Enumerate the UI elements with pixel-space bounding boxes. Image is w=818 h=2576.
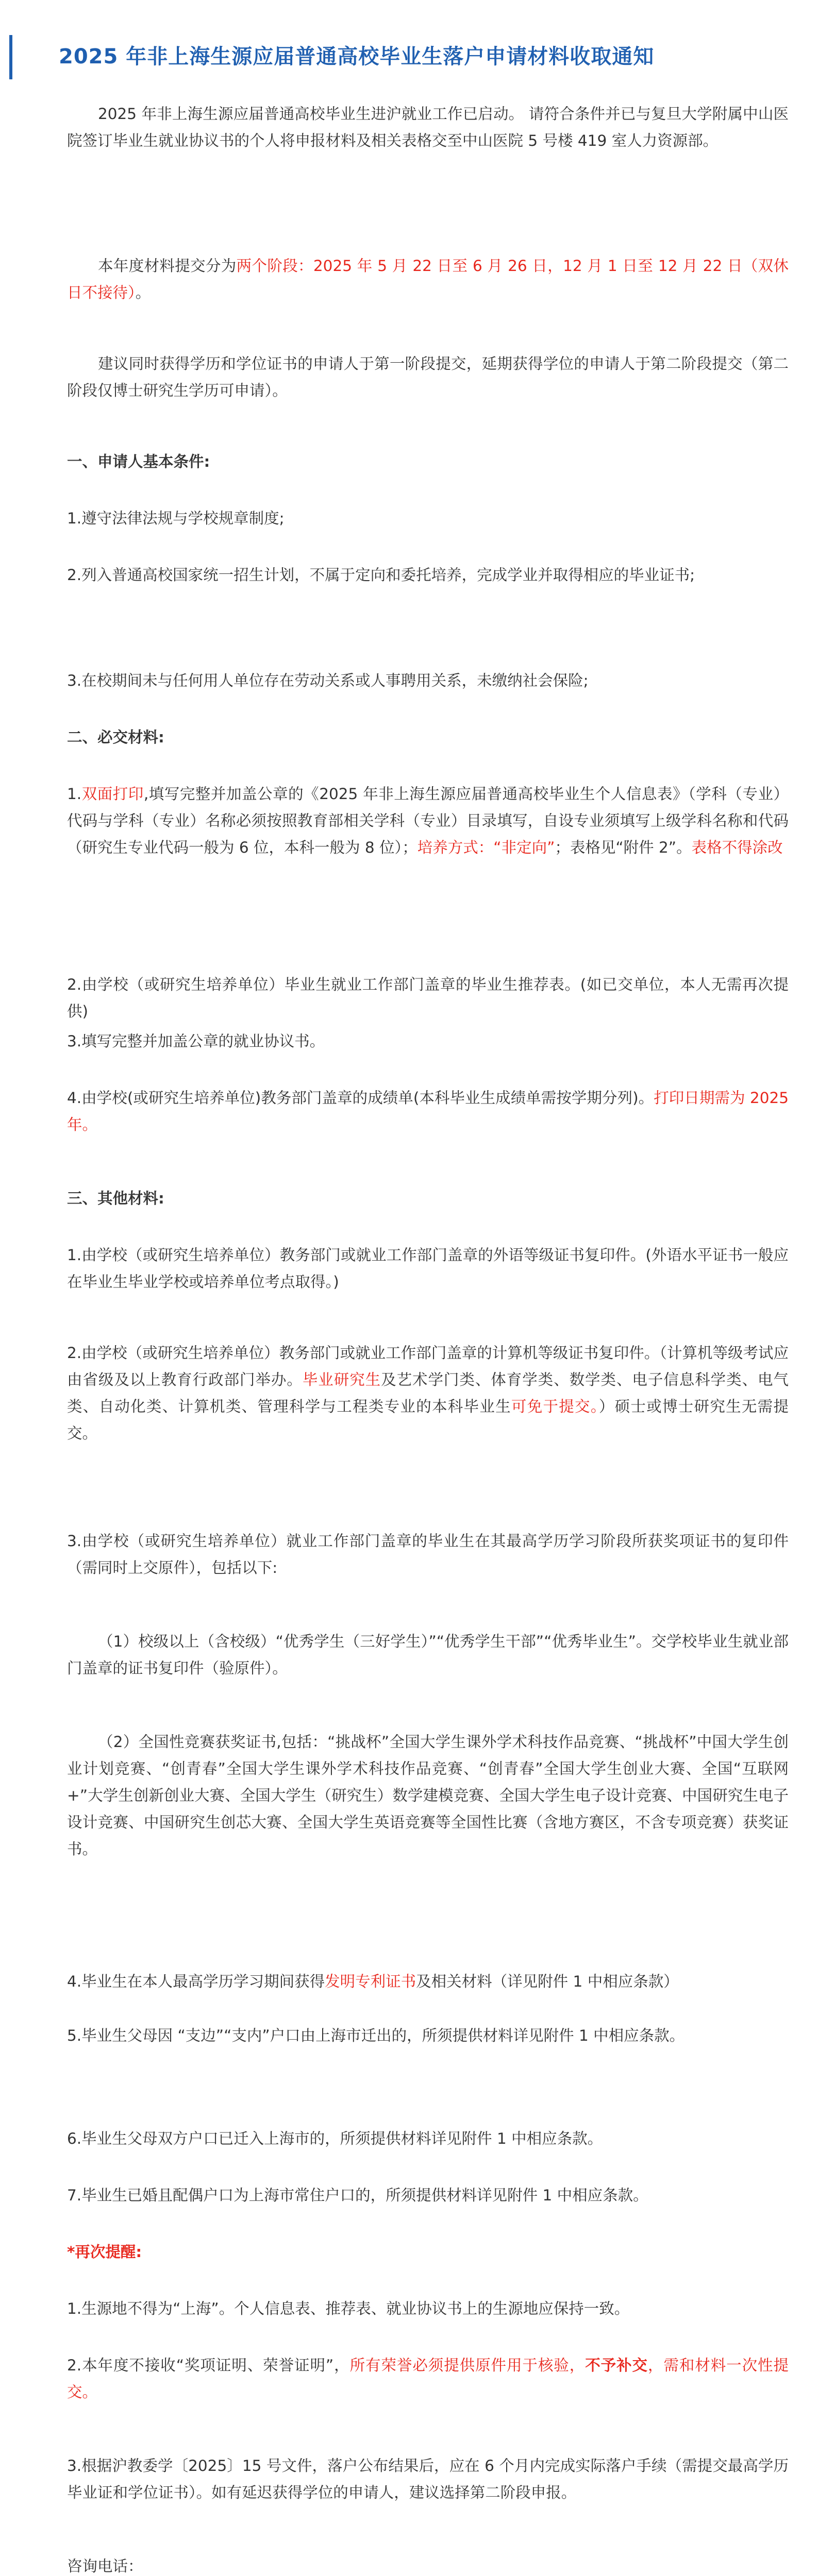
training-mode-highlight: 培养方式：“非定向” (417, 839, 555, 856)
transcript-text: 4.由学校(或研究生培养单位)教务部门盖章的成绩单(本科毕业生成绩单需按学期分列)。 (67, 1089, 654, 1107)
patent-text: 4.毕业生在本人最高学历学习期间获得 (67, 1973, 325, 1990)
contact-label: 咨询电话： (67, 2557, 143, 2575)
section-3-item-5: 5.毕业生父母因 “支边”“支内”户口由上海市迁出的，所须提供材料详见附件 1 中相应条款。 (67, 2027, 685, 2044)
no-certificates-text: 2.本年度不接收“奖项证明、荣誉证明”， (67, 2357, 350, 2374)
section-1-item-3: 3.在校期间未与任何用人单位存在劳动关系或人事聘用关系，未缴纳社会保险; (67, 672, 589, 689)
computer-cert-text: 2.由学校（或研究生培养单位）教务部门或就业工作部门盖章的计算机等级证书复印件。（计算机等级考试应由省级及以上教育行政部门举办。 (67, 1344, 789, 1388)
title-block (9, 32, 809, 81)
exempt-majors-text: 及艺术学门类、体育学类、数学类、电子信息科学类、电气类、自动化类、计算机类、管理科学与工程类专业的本科毕业生 (67, 1371, 789, 1415)
reminder-heading: *再次提醒: (67, 2243, 142, 2261)
intro-paragraph-1: 2025 年非上海生源应届普通高校毕业生进沪就业工作已启动。 请符合条件并已与复旦大学附属中山医院签订毕业生就业协议书的个人将申报材料及相关表格交至中山医院 5 号楼 419 室人力资源部。 (67, 105, 789, 149)
section-3-item-7: 7.毕业生已婚且配偶户口为上海市常住户口的，所须提供材料详见附件 1 中相应条款。 (67, 2187, 648, 2204)
intro-paragraph-2 (67, 252, 789, 306)
section-1-heading: 一、申请人基本条件: (67, 453, 210, 470)
item-1-text: ,填写完整并加盖公章的《2025 年非上海生源应届普通高校毕业生个人信息表》（学科（专业）代码与学科（专业）名称必须按照教育部相关学科（专业）目录填写，自设专业须填写上级学科名称和代码（研究生专业代码一般为 6 位，本科一般为 8 位）； (67, 785, 789, 856)
section-2-item-3: 3.填写完整并加盖公章的就业协议书。 (67, 1032, 325, 1050)
intro-p2-text: 本年度材料提交分为 (98, 257, 237, 275)
no-supplement-highlight: 不予补交 (585, 2357, 648, 2374)
intro-paragraph-3: 建议同时获得学历和学位证书的申请人于第一阶段提交，延期获得学位的申请人于第二阶段提交（第二阶段仅博士研究生学历可申请）。 (67, 355, 789, 399)
reminder-item-1: 1.生源地不得为“上海”。个人信息表、推荐表、就业协议书上的生源地应保持一致。 (67, 2300, 630, 2317)
intro-p2-end: 。 (135, 284, 151, 301)
no-alteration-highlight: 表格不得涂改 (691, 839, 783, 856)
section-2-item-1 (67, 781, 789, 861)
section-3-item-3: 3.由学校（或研究生培养单位）就业工作部门盖章的毕业生在其最高学历学习阶段所获奖项证书的复印件（需同时上交原件），包括以下: (67, 1532, 789, 1577)
item-1-attachment-note: ；表格见“附件 2”。 (555, 839, 692, 856)
print-date-highlight: 打印日期需为 2025 年。 (67, 1089, 789, 1133)
section-1-item-2: 2.列入普通高校国家统一招生计划，不属于定向和委托培养，完成学业并取得相应的毕业证书; (67, 566, 695, 584)
section-2-item-2: 2.由学校（或研究生培养单位）毕业生就业工作部门盖章的毕业生推荐表。(如已交单位，本人无需再次提供) (67, 976, 789, 1020)
submit-once-highlight: ，需和材料一次性提交。 (67, 2357, 789, 2401)
item-number: 1. (67, 785, 82, 803)
section-2-item-4 (67, 1084, 789, 1138)
patent-highlight: 发明专利证书 (325, 1973, 416, 1990)
master-doctor-note: ）硕士或博士研究生无需提交。 (67, 1398, 789, 1442)
page-title: 2025 年非上海生源应届普通高校毕业生落户申请材料收取通知 (59, 45, 655, 69)
submission-stages-highlight: 两个阶段：2025 年 5 月 22 日至 6 月 26 日，12 月 1 日至 12 月 22 日（双休日不接待） (67, 257, 789, 301)
reminder-item-2 (67, 2352, 789, 2405)
section-3-item-3-sub-1: （1）校级以上（含校级）“优秀学生（三好学生）”“优秀学生干部”“优秀毕业生”。交学校毕业生就业部门盖章的证书复印件（验原件）。 (67, 1633, 789, 1677)
title-accent-bar (9, 35, 12, 79)
double-sided-print-highlight: 双面打印 (81, 785, 144, 803)
section-3-item-1: 1.由学校（或研究生培养单位）教务部门或就业工作部门盖章的外语等级证书复印件。(外语水平证书一般应在毕业生毕业学校或培养单位考点取得。) (67, 1246, 789, 1291)
exempt-highlight: 可免于提交。 (511, 1398, 599, 1415)
section-3-heading: 三、其他材料: (67, 1190, 164, 1207)
section-3-item-4 (67, 1968, 789, 1995)
graduate-students-highlight: 毕业研究生 (302, 1371, 381, 1388)
section-1-item-1: 1.遵守法律法规与学校规章制度; (67, 510, 285, 527)
section-3-item-3-sub-2: （2）全国性竞赛获奖证书,包括：“挑战杯”全国大学生课外学术科技作品竞赛、“挑战杯”中国大学生创业计划竞赛、“创青春”全国大学生课外学术科技作品竞赛、“创青春”全国大学生创业大赛、全国“互联网+”大学生创新创业大赛、全国大学生（研究生）数学建模竞赛、全国大学生电子设计竞赛、中国研究生电子设计竞赛、中国研究生创芯大赛、全国大学生英语竞赛等全国性比赛（含地方赛区，不含专项竞赛）获奖证书。 (67, 1733, 789, 1858)
reminder-item-3: 3.根据沪教委学〔2025〕15 号文件，落户公布结果后，应在 6 个月内完成实际落户手续（需提交最高学历毕业证和学位证书）。如有延迟获得学位的申请人，建议选择第二阶段申报。 (67, 2457, 789, 2501)
section-2-heading: 二、必交材料: (67, 728, 164, 746)
section-3-item-6: 6.毕业生父母双方户口已迁入上海市的，所须提供材料详见附件 1 中相应条款。 (67, 2130, 603, 2147)
section-3-item-2 (67, 1340, 789, 1447)
original-verification-highlight: 所有荣誉必须提供原件用于核验， (349, 2357, 586, 2374)
patent-attachment-note: 及相关材料（详见附件 1 中相应条款） (416, 1973, 679, 1990)
